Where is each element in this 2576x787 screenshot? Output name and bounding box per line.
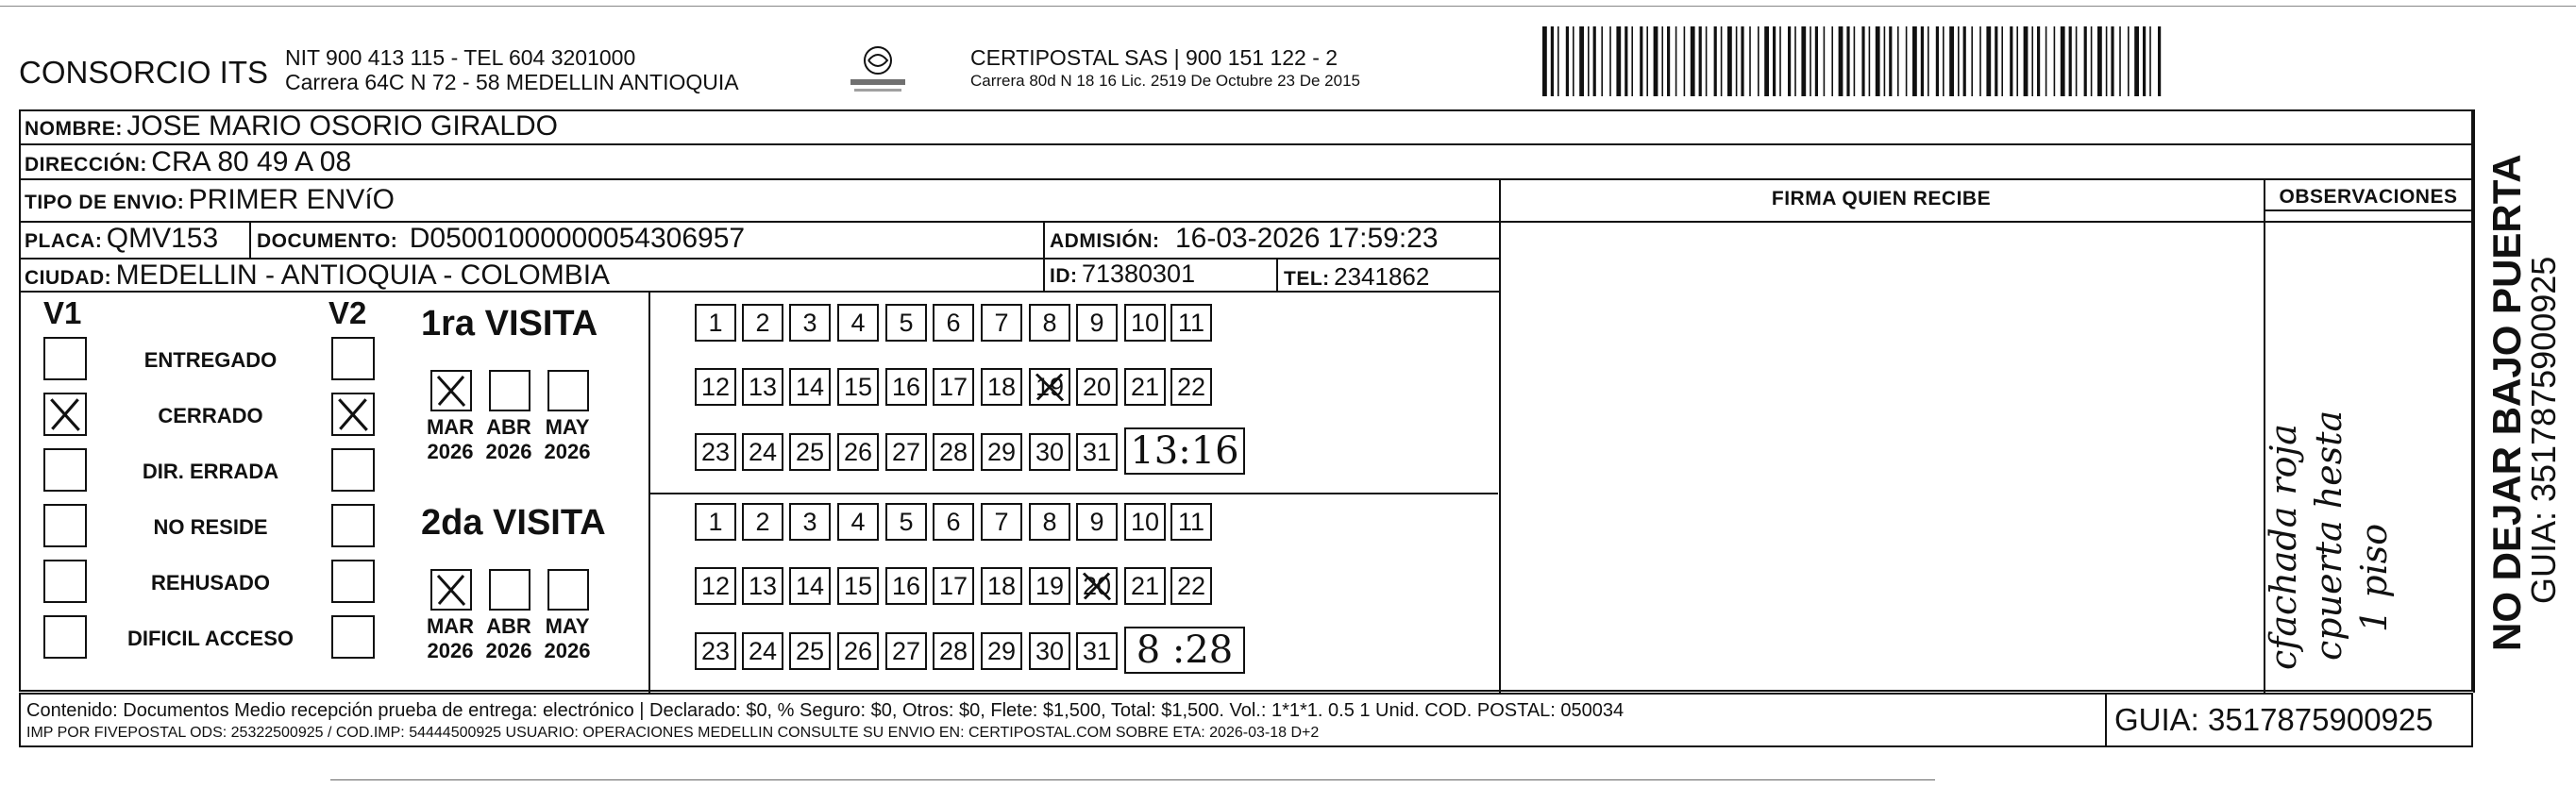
day-box[interactable]: 18 bbox=[981, 567, 1022, 605]
day-box[interactable]: 8 bbox=[1029, 304, 1070, 342]
day-box[interactable]: 17 bbox=[933, 368, 974, 406]
day-box[interactable]: 9 bbox=[1076, 304, 1118, 342]
day-box[interactable]: 23 bbox=[695, 433, 736, 471]
admision-label: ADMISIÓN: bbox=[1050, 230, 1160, 252]
nombre-label: NOMBRE: bbox=[25, 118, 123, 140]
carrier-name: CERTIPOSTAL SAS | 900 151 122 - 2 bbox=[970, 45, 1339, 70]
month-checkbox[interactable] bbox=[430, 569, 472, 611]
month-checkbox[interactable] bbox=[489, 370, 530, 411]
status-v2-checkbox[interactable] bbox=[331, 448, 375, 492]
month-year: 2026 bbox=[427, 639, 474, 662]
placa-value: QMV153 bbox=[106, 223, 219, 254]
day-box[interactable]: 10 bbox=[1124, 304, 1166, 342]
month-year: 2026 bbox=[544, 639, 591, 662]
day-box[interactable]: 16 bbox=[885, 567, 927, 605]
day-box[interactable]: 30 bbox=[1029, 632, 1070, 670]
day-box[interactable]: 25 bbox=[789, 632, 831, 670]
visit-time[interactable]: 13:16 bbox=[1124, 427, 1245, 475]
day-box[interactable]: 25 bbox=[789, 433, 831, 471]
month-label bbox=[534, 614, 600, 663]
v2-header: V2 bbox=[328, 295, 367, 330]
day-box[interactable]: 7 bbox=[981, 503, 1022, 541]
month-checkbox[interactable] bbox=[430, 370, 472, 411]
certipostal-logo-icon bbox=[845, 43, 911, 98]
direccion-row bbox=[25, 146, 351, 178]
day-box[interactable]: 16 bbox=[885, 368, 927, 406]
day-box[interactable]: 5 bbox=[885, 503, 927, 541]
status-v1-checkbox[interactable] bbox=[43, 393, 87, 436]
obs-line-2: cpuerta hesta bbox=[2308, 410, 2349, 661]
footer-imp: IMP POR FIVEPOSTAL ODS: 25322500925 / COD.IMP: 54444500925 USUARIO: OPERACIONES MEDELLIN CONSULTE SU ENVIO EN: CERTIPOSTAL.COM SOBRE ETA: 2026-03-18 D+2 bbox=[26, 725, 1320, 741]
tipo-row bbox=[25, 184, 395, 216]
day-box[interactable]: 27 bbox=[885, 433, 927, 471]
id-value: 71380301 bbox=[1081, 260, 1196, 288]
status-label: DIFICIL ACCESO bbox=[126, 627, 294, 650]
day-box[interactable]: 19 bbox=[1029, 368, 1070, 406]
month-label bbox=[417, 614, 483, 663]
month-name: ABR bbox=[486, 415, 531, 439]
day-box[interactable]: 11 bbox=[1170, 304, 1212, 342]
status-label: ENTREGADO bbox=[143, 348, 278, 372]
day-box[interactable]: 18 bbox=[981, 368, 1022, 406]
day-box[interactable]: 15 bbox=[837, 567, 879, 605]
documento-label: DOCUMENTO: bbox=[257, 230, 398, 252]
day-box[interactable]: 14 bbox=[789, 368, 831, 406]
placa-label: PLACA: bbox=[25, 230, 103, 252]
x-mark-icon bbox=[1078, 569, 1116, 603]
status-label: REHUSADO bbox=[151, 571, 270, 594]
tipo-label: TIPO DE ENVIO: bbox=[25, 192, 185, 213]
day-box[interactable]: 23 bbox=[695, 632, 736, 670]
ciudad-label: CIUDAD: bbox=[25, 267, 112, 289]
tel-value: 2341862 bbox=[1334, 262, 1430, 291]
status-v2-checkbox[interactable] bbox=[331, 615, 375, 659]
day-box[interactable]: 21 bbox=[1124, 567, 1166, 605]
day-box[interactable]: 29 bbox=[981, 433, 1022, 471]
day-box[interactable]: 28 bbox=[933, 433, 974, 471]
day-box[interactable]: 4 bbox=[837, 503, 879, 541]
day-box[interactable]: 2 bbox=[742, 304, 783, 342]
month-name: ABR bbox=[486, 614, 531, 638]
day-box[interactable]: 20 bbox=[1076, 368, 1118, 406]
month-checkbox[interactable] bbox=[547, 569, 589, 611]
side-guia: GUIA: 3517875900925 bbox=[2524, 256, 2563, 604]
nombre-value: JOSE MARIO OSORIO GIRALDO bbox=[126, 110, 559, 142]
day-box[interactable]: 17 bbox=[933, 567, 974, 605]
day-box[interactable]: 22 bbox=[1170, 368, 1212, 406]
admision-value: 16-03-2026 17:59:23 bbox=[1174, 223, 1439, 254]
x-mark-icon bbox=[45, 394, 85, 434]
v1-header: V1 bbox=[43, 295, 82, 330]
day-box[interactable]: 2 bbox=[742, 503, 783, 541]
month-label bbox=[476, 614, 542, 663]
month-name: MAY bbox=[545, 415, 590, 439]
day-box[interactable]: 14 bbox=[789, 567, 831, 605]
company-nit: NIT 900 413 115 - TEL 604 3201000 bbox=[285, 45, 636, 70]
month-checkbox[interactable] bbox=[489, 569, 530, 611]
status-v2-checkbox[interactable] bbox=[331, 560, 375, 603]
day-box[interactable]: 29 bbox=[981, 632, 1022, 670]
company-name: CONSORCIO ITS bbox=[19, 55, 269, 90]
ciudad-cell bbox=[25, 260, 610, 292]
day-box[interactable]: 5 bbox=[885, 304, 927, 342]
day-box[interactable]: 19 bbox=[1029, 567, 1070, 605]
day-box[interactable]: 13 bbox=[742, 567, 783, 605]
documento-cell bbox=[257, 223, 745, 255]
month-year: 2026 bbox=[485, 639, 532, 662]
day-box[interactable]: 8 bbox=[1029, 503, 1070, 541]
observaciones-header: OBSERVACIONES bbox=[2279, 186, 2458, 208]
obs-line-3: 1 piso bbox=[2353, 523, 2395, 632]
day-box[interactable]: 10 bbox=[1124, 503, 1166, 541]
day-box[interactable]: 11 bbox=[1170, 503, 1212, 541]
status-v1-checkbox[interactable] bbox=[43, 504, 87, 547]
day-box[interactable]: 3 bbox=[789, 304, 831, 342]
month-label bbox=[534, 415, 600, 464]
day-box[interactable]: 26 bbox=[837, 632, 879, 670]
ciudad-value: MEDELLIN - ANTIOQUIA - COLOMBIA bbox=[115, 260, 611, 291]
visit1-title: 1ra VISITA bbox=[421, 304, 598, 343]
month-year: 2026 bbox=[427, 440, 474, 463]
status-label: CERRADO bbox=[158, 404, 263, 427]
status-v2-checkbox[interactable] bbox=[331, 337, 375, 380]
status-v1-checkbox[interactable] bbox=[43, 615, 87, 659]
carrier-address: Carrera 80d N 18 16 Lic. 2519 De Octubre 23 De 2015 bbox=[970, 72, 1360, 90]
nombre-row bbox=[25, 110, 558, 142]
certipostal-logo bbox=[845, 43, 911, 98]
day-box[interactable]: 24 bbox=[742, 433, 783, 471]
status-label: NO RESIDE bbox=[153, 515, 268, 539]
status-v2-checkbox[interactable] bbox=[331, 393, 375, 436]
status-label: DIR. ERRADA bbox=[142, 460, 279, 483]
barcode-graphic bbox=[1541, 26, 2164, 96]
day-box[interactable]: 31 bbox=[1076, 632, 1118, 670]
x-mark-icon bbox=[1031, 370, 1069, 404]
day-box[interactable]: 6 bbox=[933, 304, 974, 342]
tipo-value: PRIMER ENVíO bbox=[188, 184, 396, 215]
month-label bbox=[417, 415, 483, 464]
footer-contenido: Contenido: Documentos Medio recepción prueba de entrega: electrónico | Declarado: $0, % Seguro: $0, Otros: $0, Flete: $1,500, Total: $1,500. Vol.: 1*1*1. 0.5 1 Unid. COD. POSTAL: 050034 bbox=[26, 700, 1625, 721]
day-box[interactable]: 4 bbox=[837, 304, 879, 342]
x-mark-icon bbox=[333, 394, 373, 434]
day-box[interactable]: 9 bbox=[1076, 503, 1118, 541]
admision-cell bbox=[1050, 223, 1439, 255]
direccion-label: DIRECCIÓN: bbox=[25, 154, 147, 176]
month-name: MAR bbox=[426, 415, 475, 439]
day-box[interactable]: 15 bbox=[837, 368, 879, 406]
day-box[interactable]: 30 bbox=[1029, 433, 1070, 471]
month-name: MAR bbox=[426, 614, 475, 638]
day-box[interactable]: 21 bbox=[1124, 368, 1166, 406]
obs-line-1: cfachada roja bbox=[2263, 424, 2304, 670]
day-box[interactable]: 24 bbox=[742, 632, 783, 670]
month-year: 2026 bbox=[485, 440, 532, 463]
day-box[interactable]: 12 bbox=[695, 368, 736, 406]
day-box[interactable]: 27 bbox=[885, 632, 927, 670]
month-checkbox[interactable] bbox=[547, 370, 589, 411]
x-mark-icon bbox=[432, 372, 470, 410]
day-box[interactable]: 13 bbox=[742, 368, 783, 406]
status-v1-checkbox[interactable] bbox=[43, 448, 87, 492]
firma-header: FIRMA QUIEN RECIBE bbox=[1771, 188, 1992, 209]
direccion-value: CRA 80 49 A 08 bbox=[151, 146, 352, 177]
day-box[interactable]: 3 bbox=[789, 503, 831, 541]
company-address: Carrera 64C N 72 - 58 MEDELLIN ANTIOQUIA bbox=[285, 70, 739, 94]
status-v2-checkbox[interactable] bbox=[331, 504, 375, 547]
month-name: MAY bbox=[545, 614, 590, 638]
day-box[interactable]: 28 bbox=[933, 632, 974, 670]
day-box[interactable]: 7 bbox=[981, 304, 1022, 342]
placa-cell bbox=[25, 223, 218, 255]
day-box[interactable]: 22 bbox=[1170, 567, 1212, 605]
barcode bbox=[1541, 26, 2164, 96]
status-v1-checkbox[interactable] bbox=[43, 337, 87, 380]
observaciones-notes bbox=[2261, 113, 2487, 679]
side-warning: NO DEJAR BAJO PUERTA bbox=[2484, 154, 2529, 651]
day-box[interactable]: 12 bbox=[695, 567, 736, 605]
month-label bbox=[476, 415, 542, 464]
visit2-title: 2da VISITA bbox=[421, 503, 606, 543]
id-label: ID: bbox=[1050, 265, 1078, 287]
month-year: 2026 bbox=[544, 440, 591, 463]
footer-guia: GUIA: 3517875900925 bbox=[2114, 702, 2433, 737]
status-v1-checkbox[interactable] bbox=[43, 560, 87, 603]
tel-cell bbox=[1284, 262, 1429, 292]
day-box[interactable]: 31 bbox=[1076, 433, 1118, 471]
visit-time[interactable]: 8 :28 bbox=[1124, 627, 1245, 674]
documento-value: D05001000000054306957 bbox=[409, 223, 746, 254]
tel-label: TEL: bbox=[1284, 268, 1330, 290]
day-box[interactable]: 26 bbox=[837, 433, 879, 471]
id-cell bbox=[1050, 260, 1195, 289]
day-box[interactable]: 6 bbox=[933, 503, 974, 541]
day-box[interactable]: 20 bbox=[1076, 567, 1118, 605]
x-mark-icon bbox=[432, 571, 470, 609]
day-box[interactable]: 1 bbox=[695, 304, 736, 342]
day-box[interactable]: 1 bbox=[695, 503, 736, 541]
